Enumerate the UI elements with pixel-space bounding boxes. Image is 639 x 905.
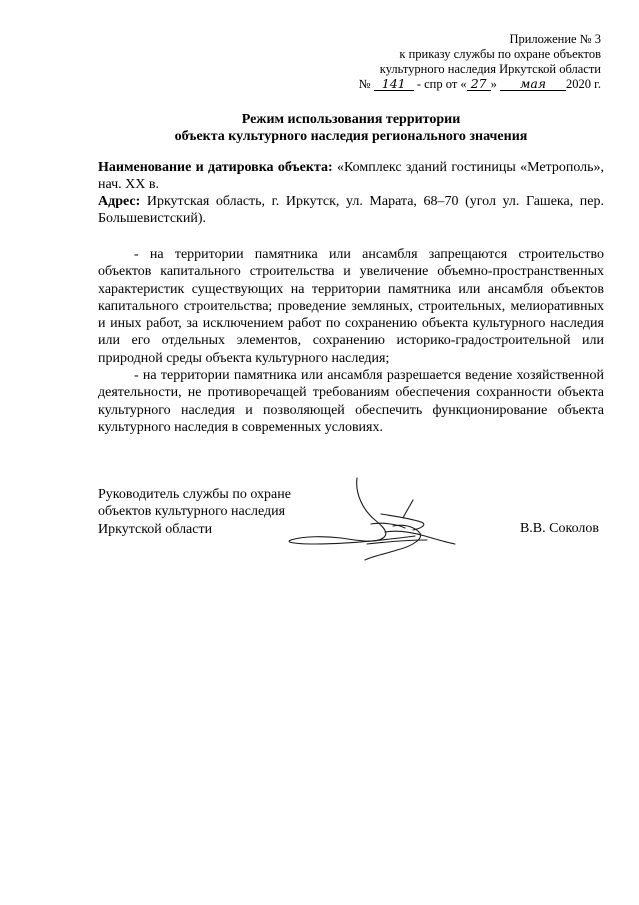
order-mid-quote: » [490,77,497,91]
order-number-suffix: - спр от « [416,77,467,91]
handwritten-signature-icon [285,474,465,570]
title-line-2: объекта культурного наследия регионального значения [174,129,528,144]
address-paragraph [98,193,604,228]
rule-item-permissions: - на территории памятника или ансамбля разрешается ведение хозяйственной деятельности, не противоречащей требованиям обеспечения сохранности объекта культурного наследия и позволяющей обеспечить функционирование объекта культурного наследия в современных условиях. [98,368,604,435]
position-line-3: Иркутской области [98,521,213,537]
order-day-handwritten: 27 [467,77,491,91]
position-line-2: объектов культурного наследия [98,504,286,520]
rule-item-prohibitions: - на территории памятника или ансамбля запрещаются строительство объектов капитального строительства и увеличение объемно-пространственных характеристик существующих на территории памятника или ансамбля объектов капитального строительства; проведение земляных, строительных, мелиоративных и иных работ, за исключением работ по сохранению объекта культурного наследия или его отдельных элементов, сохранению историко-градостроительной или природной среды объекта культурного наследия; [98,247,604,366]
order-month-handwritten: мая [500,77,566,91]
position-line-1: Руководитель службы по охране [98,487,291,502]
annex-line-3: культурного наследия Иркутской области [379,62,601,76]
annex-line-2: к приказу службы по охране объектов [399,47,601,61]
usage-rules [98,246,604,436]
annex-line-1: Приложение № 3 [509,32,601,46]
address-label: Адрес: [98,194,141,209]
document-title [98,111,604,145]
annex-header [359,32,601,92]
signatory-position [98,486,291,538]
order-number-handwritten: 141 [374,77,414,91]
annex-order-line [359,77,601,92]
object-name-paragraph [98,159,604,194]
address-value: Иркутская область, г. Иркутск, ул. Марата, 68–70 (угол ул. Гашека, пер. Большевистский). [98,194,604,227]
signatory-name: В.В. Соколов [519,521,599,536]
title-line-1: Режим использования территории [241,112,461,127]
object-name-value: «Комплекс зданий гостиницы «Метрополь», нач. XX в. [98,160,605,193]
object-name-label: Наименование и датировка объекта: [98,160,333,175]
order-year: 2020 г. [566,77,601,91]
order-number-prefix: № [358,77,371,91]
